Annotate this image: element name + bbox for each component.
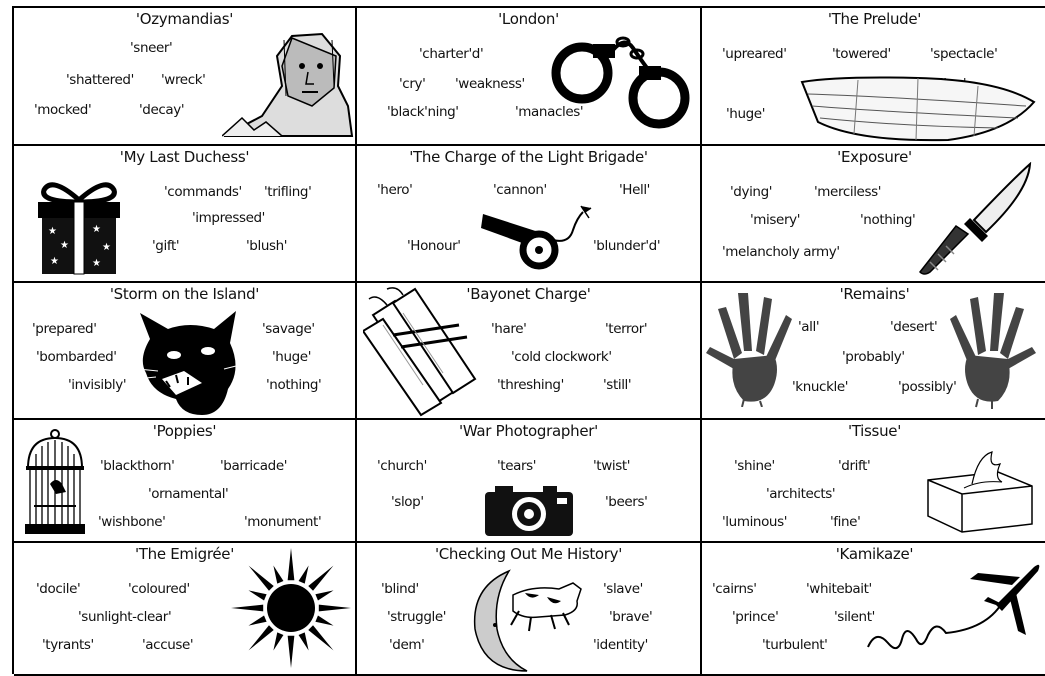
quote-word: 'mocked'	[34, 102, 92, 118]
poem-cell-poppies	[14, 420, 357, 543]
poem-title: 'Kamikaze'	[835, 545, 914, 563]
quote-word: 'tyrants'	[42, 637, 94, 653]
quote-word: 'whitebait'	[806, 581, 872, 597]
quote-word: 'church'	[377, 458, 427, 474]
poem-title: 'Remains'	[839, 285, 910, 303]
quote-word: 'twist'	[593, 458, 631, 474]
quote-word: 'slop'	[391, 494, 424, 510]
quote-word: 'still'	[603, 377, 632, 393]
sun-ray	[273, 632, 283, 650]
poem-cell-the-prelude	[702, 8, 1045, 146]
quote-word: 'blush'	[246, 238, 288, 254]
quote-word: 'luminous'	[722, 514, 788, 530]
quote-word: 'tears'	[497, 458, 537, 474]
quote-word: 'fine'	[830, 514, 861, 530]
quote-word: 'desert'	[890, 319, 938, 335]
poem-cell-tissue	[702, 420, 1045, 543]
quote-word: 'merciless'	[814, 184, 882, 200]
quote-word: 'gift'	[152, 238, 180, 254]
quote-word: 'charter'd'	[419, 46, 484, 62]
sun-ray	[249, 566, 274, 591]
poem-title: 'Ozymandias'	[135, 10, 234, 28]
quote-word: 'shattered'	[66, 72, 134, 88]
sun-ray	[299, 632, 309, 650]
quote-word: 'struggle'	[387, 609, 447, 625]
quote-word: 'upreared'	[722, 46, 787, 62]
quote-word: 'nothing'	[860, 212, 916, 228]
quote-word: 'black'ning'	[387, 104, 459, 120]
quote-word: 'wreck'	[161, 72, 206, 88]
poem-cell-charge-light-brigade	[357, 146, 702, 283]
poem-cell-my-last-duchess	[14, 146, 357, 283]
quote-word: 'dem'	[389, 637, 425, 653]
quote-word: 'weakness'	[455, 76, 525, 92]
quote-word: 'wishbone'	[98, 514, 166, 530]
quote-word: 'cry'	[399, 76, 426, 92]
poem-cell-exposure	[702, 146, 1045, 283]
quote-word: 'sneer'	[130, 40, 173, 56]
svg-text:★: ★	[48, 226, 57, 237]
quote-word: 'sunlight-clear'	[78, 609, 172, 625]
quote-word: 'huge'	[726, 106, 766, 122]
quote-word: 'barricade'	[220, 458, 288, 474]
svg-text:★: ★	[92, 258, 101, 269]
quote-word: 'terror'	[605, 321, 648, 337]
quote-word: 'shine'	[734, 458, 775, 474]
quote-word: 'misery'	[750, 212, 801, 228]
quote-word: 'prince'	[732, 609, 779, 625]
poem-title: 'Bayonet Charge'	[466, 285, 591, 303]
quote-word: 'dying'	[730, 184, 773, 200]
cat-icon	[132, 309, 242, 417]
svg-text:★: ★	[102, 242, 111, 253]
airplane-icon	[866, 559, 1042, 659]
sun-ray	[231, 605, 263, 612]
quote-word: 'cold clockwork'	[511, 349, 612, 365]
poem-title: 'Exposure'	[837, 148, 912, 166]
moon-cow-icon	[469, 567, 589, 675]
poem-title: 'Poppies'	[152, 422, 217, 440]
svg-text:★: ★	[92, 224, 101, 235]
quote-word: 'bombarded'	[36, 349, 117, 365]
quote-word: 'monument'	[244, 514, 322, 530]
quote-word: 'impressed'	[192, 210, 265, 226]
sun-ray	[273, 566, 283, 584]
poem-cell-war-photographer	[357, 420, 702, 543]
camera-icon	[483, 482, 575, 538]
quote-word: 'slave'	[603, 581, 643, 597]
quote-word: 'hero'	[377, 182, 413, 198]
handprint-icon	[948, 289, 1040, 409]
poem-title: 'London'	[498, 10, 559, 28]
handprint-icon	[704, 289, 796, 407]
sun-ray	[308, 625, 333, 650]
quote-word: 'decay'	[139, 102, 185, 118]
dynamite-icon	[363, 285, 489, 417]
quote-word: 'drift'	[838, 458, 871, 474]
quote-word: 'blackthorn'	[100, 458, 175, 474]
quote-word: 'coloured'	[128, 581, 190, 597]
quote-word: 'Hell'	[619, 182, 650, 198]
quote-word: 'towered'	[832, 46, 891, 62]
poem-title: 'Checking Out Me History'	[434, 545, 623, 563]
poem-cell-london	[357, 8, 702, 146]
quote-word: 'savage'	[262, 321, 315, 337]
poem-title: 'The Prelude'	[827, 10, 922, 28]
quote-word: 'prepared'	[32, 321, 97, 337]
quote-word: 'threshing'	[497, 377, 564, 393]
poem-cell-storm-on-the-island	[14, 283, 357, 420]
quote-word: 'cannon'	[493, 182, 547, 198]
quote-word: 'blind'	[381, 581, 419, 597]
quote-word: 'docile'	[36, 581, 81, 597]
quote-word: 'architects'	[766, 486, 836, 502]
quote-word: 'probably'	[842, 349, 905, 365]
quote-word: 'brave'	[609, 609, 653, 625]
boat-icon	[798, 72, 1038, 144]
poem-title: 'The Emigrée'	[134, 545, 235, 563]
svg-text:★: ★	[50, 256, 59, 267]
quote-word: 'commands'	[164, 184, 242, 200]
quote-word: 'ornamental'	[148, 486, 229, 502]
quote-word: 'melancholy army'	[722, 244, 840, 260]
poem-title: 'Storm on the Island'	[109, 285, 260, 303]
quote-word: 'knuckle'	[792, 379, 849, 395]
sun-ray	[308, 566, 333, 591]
quote-word: 'all'	[798, 319, 820, 335]
birdcage-icon	[22, 428, 88, 538]
quote-word: 'spectacle'	[930, 46, 998, 62]
sun-ray	[249, 625, 274, 650]
poem-cell-the-emigree	[14, 543, 357, 676]
quote-word: 'accuse'	[142, 637, 194, 653]
sun-ray	[249, 616, 267, 626]
poem-cell-ozymandias	[14, 8, 357, 146]
sun-ray	[249, 590, 267, 600]
poem-title: 'The Charge of the Light Brigade'	[409, 148, 648, 166]
poem-cell-remains	[702, 283, 1045, 420]
poem-cell-kamikaze	[702, 543, 1045, 676]
sun-ray	[288, 548, 295, 580]
handcuffs-icon	[547, 28, 697, 133]
quote-word: 'identity'	[593, 637, 648, 653]
quote-word: 'Honour'	[407, 238, 461, 254]
quote-word: 'beers'	[605, 494, 648, 510]
cannon-icon	[481, 200, 593, 270]
quote-word: 'manacles'	[515, 104, 584, 120]
quote-word: 'silent'	[834, 609, 875, 625]
quote-word: 'invisibly'	[68, 377, 127, 393]
svg-text:★: ★	[60, 240, 69, 251]
poem-cell-bayonet-charge	[357, 283, 702, 420]
quote-word: 'trifling'	[264, 184, 312, 200]
poem-title: 'My Last Duchess'	[119, 148, 250, 166]
sun-icon	[228, 545, 354, 671]
quote-word: 'nothing'	[266, 377, 322, 393]
gift-box-icon	[22, 176, 137, 276]
sun-ray	[288, 636, 295, 668]
poem-title: 'War Photographer'	[459, 422, 598, 440]
quote-word: 'possibly'	[898, 379, 957, 395]
sphinx-icon	[222, 26, 354, 138]
knife-icon	[916, 162, 1036, 280]
poem-cell-checking-out-me-history	[357, 543, 702, 676]
poems-grid	[12, 6, 1045, 674]
tissue-box-icon	[922, 450, 1038, 534]
quote-word: 'cairns'	[712, 581, 757, 597]
quote-word: 'huge'	[272, 349, 312, 365]
quote-word: 'blunder'd'	[593, 238, 661, 254]
sun-ray	[315, 616, 333, 626]
poem-title: 'Tissue'	[847, 422, 902, 440]
sun-ray	[299, 566, 309, 584]
quote-word: 'hare'	[491, 321, 527, 337]
sun-ray	[319, 605, 351, 612]
sun-ray	[315, 590, 333, 600]
quote-word: 'turbulent'	[762, 637, 828, 653]
